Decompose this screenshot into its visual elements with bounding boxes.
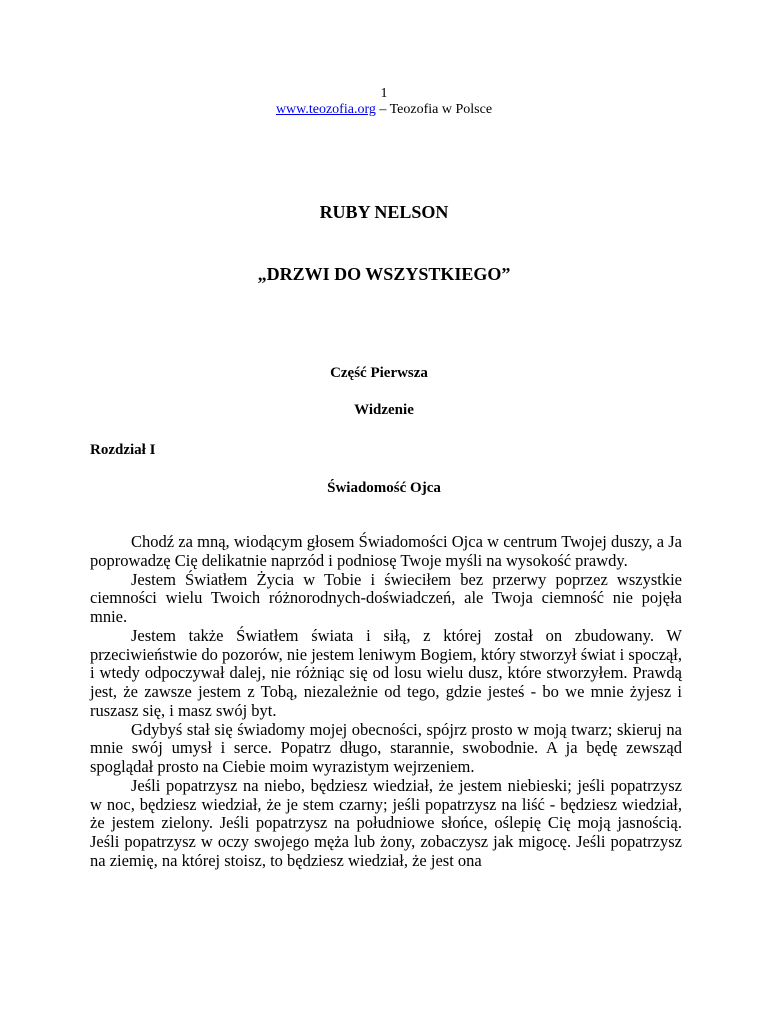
paragraph: Jeśli popatrzysz na niebo, będziesz wiedział, że jestem niebieski; jeśli popatrzysz w noc, będziesz wiedział, że je stem czarny; jeśli popatrzysz na liść - będziesz wiedział, że jestem zielony. Jeśli popatrzysz na południowe słońce, oślepię Cię moją jasnością. Jeśli popatrzysz w oczy swojego męża lub żony, zobaczysz jak migocę. Jeśli popatrzysz na ziemię, na której stoisz, to będziesz wiedział, że jest ona bbox=[90, 775, 682, 870]
author-name: RUBY NELSON bbox=[319, 202, 449, 222]
book-title: „DRZWI DO WSZYSTKIEGO” bbox=[257, 264, 511, 284]
paragraph: Jestem także Światłem świata i siłą, z której został on zbudowany. W przeciwieństwie do pozorów, nie jestem leniwym Bogiem, który stworzył świat i spoczął, i wtedy odpoczywał dalej, nie różniąc się od losu wielu dusz, które stworzyłem. Prawdą jest, że zawsze jestem z Tobą, niezależnie od tego, gdzie jesteś - bo we mnie żyjesz i ruszasz się, i masz swój byt. bbox=[90, 625, 682, 720]
page-header bbox=[0, 102, 768, 118]
body-text bbox=[90, 533, 682, 871]
paragraph: Gdybyś stał się świadomy mojej obecności, spójrz prosto w moją twarz; skieruj na mnie swój umysł i serce. Popatrz długo, starannie, swobodnie. A ja będę zewsząd spoglądał prosto na Ciebie moim wyrazistym wejrzeniem. bbox=[90, 719, 682, 776]
site-suffix: – Teozofia w Polsce bbox=[375, 102, 493, 117]
page-number: 1 bbox=[380, 86, 388, 101]
part-heading: Część Pierwsza bbox=[330, 365, 428, 381]
paragraph: Chodź za mną, wiodącym głosem Świadomości Ojca w centrum Twojej duszy, a Ja poprowadzę Cię delikatnie naprzód i podniosę Twoje myśli na wysokość prawdy. bbox=[90, 532, 682, 570]
section-heading: Widzenie bbox=[354, 402, 414, 418]
chapter-title: Świadomość Ojca bbox=[327, 480, 441, 496]
site-link[interactable]: www.teozofia.org bbox=[275, 102, 376, 117]
paragraph: Jestem Światłem Życia w Tobie i świeciłem bez przerwy poprzez wszystkie ciemności wielu Twoich różnorodnych-doświadczeń, ale Twoja ciemność nie pojęła mnie. bbox=[90, 569, 682, 626]
chapter-heading: Rozdział I bbox=[90, 442, 156, 458]
